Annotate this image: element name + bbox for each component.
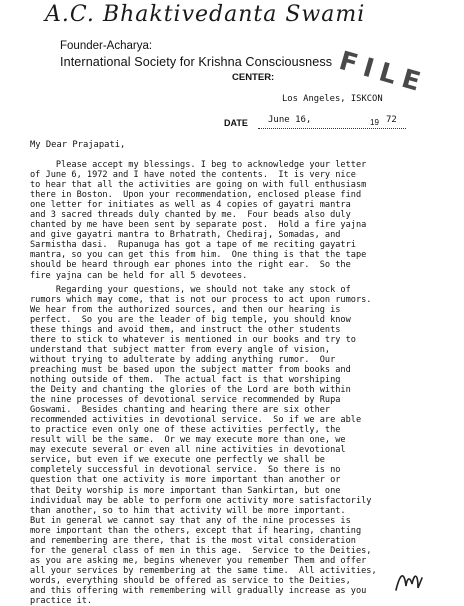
text-line: should be heard through ear phones into the right ear. So the bbox=[30, 260, 351, 271]
text-line: these things and avoid them, and instruct the other students bbox=[30, 324, 341, 335]
text-line: individual may be able to perform one activity more satisfactorily bbox=[30, 495, 372, 506]
paragraph-1 bbox=[30, 160, 450, 281]
text-line: to practice even only one of these activities perfectly, the bbox=[30, 425, 341, 436]
text-line: Sarmistha dasi. Rupanuga has got a tape of me reciting gayatri bbox=[30, 240, 356, 251]
text-line: and 3 sacred threads duly chanted by me. Four beads also duly bbox=[30, 210, 351, 221]
text-line: one letter for initiates as well as 4 copies of gayatri mantra bbox=[30, 200, 351, 211]
text-line: Regarding your questions, we should not take any stock of bbox=[30, 284, 351, 295]
text-line: for the general class of men in this age. Service to the Deities, bbox=[30, 545, 372, 556]
paragraph-2 bbox=[30, 285, 450, 606]
letter-location: Los Angeles, ISKCON bbox=[282, 94, 383, 104]
letter-body bbox=[30, 160, 450, 606]
text-line: result will be the same. Or we may execute more than one, we bbox=[30, 435, 346, 446]
text-line: service, but even if we execute one perfectly we shall be bbox=[30, 455, 325, 466]
salutation: My Dear Prajapati, bbox=[30, 140, 126, 150]
text-line: completely successful in devotional service. So there is no bbox=[30, 465, 341, 476]
text-line: question that one activity is more important than another or bbox=[30, 475, 341, 486]
text-line: there to stick to whatever is mentioned in our books and try to bbox=[30, 334, 356, 345]
text-line: more important than the others, except that if hearing, chanting bbox=[30, 525, 362, 536]
text-line: rumors which may come, that is not our process to act upon rumors. bbox=[30, 294, 372, 305]
letterhead-founder-title: Founder-Acharya: bbox=[60, 40, 153, 52]
text-line: We hear from the authorized sources, and then our hearing is bbox=[30, 304, 341, 315]
text-line: to hear that all the activities are going on with full enthusiasm bbox=[30, 180, 367, 191]
text-line: perfect. So you are the leader of big temple, you should know bbox=[30, 314, 351, 325]
letterhead-name: A.C. Bhaktivedanta Swami bbox=[45, 2, 366, 27]
date-year: 72 bbox=[386, 115, 397, 125]
text-line: and this offering with remembering will gradually increase as you bbox=[30, 585, 367, 596]
text-line: fire yajna can be held for all 5 devotees. bbox=[30, 270, 248, 281]
text-line: Goswami. Besides chanting and hearing there are six other bbox=[30, 405, 331, 416]
text-line: nothing outside of them. The actual fact is that worshiping bbox=[30, 374, 341, 385]
text-line: understand that subject matter from every angle of vision, bbox=[30, 344, 331, 355]
text-line: there in Boston. Upon your recommendation, enclosed please find bbox=[30, 190, 362, 201]
text-line: practice it. bbox=[30, 596, 93, 606]
text-line: But in general we cannot say that any of the nine processes is bbox=[30, 515, 351, 526]
text-line: of June 6, 1972 and I have noted the contents. It is very nice bbox=[30, 170, 356, 181]
text-line: as you are asking me, begins whenever you remember Them and offer bbox=[30, 555, 367, 566]
letterhead-organization: International Society for Krishna Consciousness bbox=[60, 55, 333, 69]
text-line: the nine processes of devotional service recommended by Rupa bbox=[30, 395, 341, 406]
text-line: words, everything should be offered as service to the Deities, bbox=[30, 575, 351, 586]
text-line: without trying to adulterate by adding anything rumor. Our bbox=[30, 354, 336, 365]
file-stamp: FILE bbox=[335, 46, 431, 100]
text-line: than another, so to him that activity will be more important. bbox=[30, 505, 346, 516]
handwritten-signature bbox=[392, 568, 428, 598]
date-underline bbox=[258, 128, 406, 129]
text-line: chanted by me have been sent by separate post. Hold a fire yajna bbox=[30, 220, 367, 231]
date-label: DATE bbox=[224, 118, 248, 128]
text-line: that Deity worship is more important than Sankirtan, but one bbox=[30, 485, 341, 496]
letterhead-center-label: CENTER: bbox=[232, 72, 275, 83]
text-line: all your services by remembering at the same time. All activities, bbox=[30, 565, 377, 576]
text-line: and give gayatri mantra to Brhatrath, Chediraj, Somadas, and bbox=[30, 230, 341, 241]
text-line: may execute several or even all nine activities in devotional bbox=[30, 445, 346, 456]
date-year-prefix: 19 bbox=[370, 118, 379, 127]
date-day: June 16, bbox=[268, 115, 312, 125]
text-line: preaching must be based upon the subject matter from books and bbox=[30, 364, 351, 375]
text-line: the Deity and chanting the glories of the Lord are both within bbox=[30, 385, 351, 396]
text-line: Please accept my blessings. I beg to acknowledge your letter bbox=[30, 160, 367, 170]
text-line: recommended activities in devotional service. So if we are able bbox=[30, 415, 362, 426]
text-line: and remembering are there, that is the most vital consideration bbox=[30, 535, 356, 546]
text-line: mantra, so you can get this from him. One thing is that the tape bbox=[30, 250, 367, 261]
